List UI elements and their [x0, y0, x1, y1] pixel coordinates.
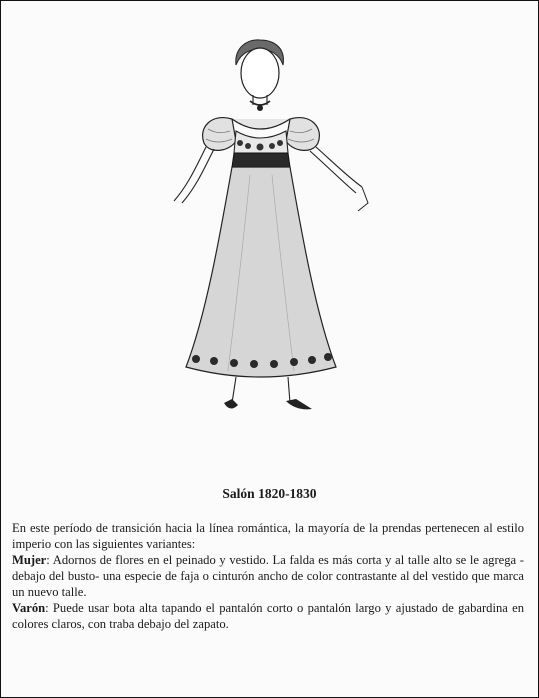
right-shoe: [286, 399, 312, 409]
left-shoe: [224, 399, 238, 409]
right-arm: [310, 147, 362, 193]
mujer-label: Mujer: [12, 553, 47, 567]
legs: [232, 377, 290, 403]
mujer-text: : Adornos de flores en el peinado y vestido. La falda es más corta y al talle alto se le agrega -debajo del busto- una especie de faja o cinturón ancho de color contrastante al del vestido que marca un nuevo talle.: [12, 553, 524, 599]
dress-illustration: [140, 35, 380, 425]
right-sleeve: [286, 118, 319, 151]
varon-label: Varón: [12, 601, 46, 615]
left-arm: [174, 147, 214, 203]
body-text: [12, 520, 524, 632]
figure-caption: Salón 1820-1830: [222, 486, 317, 501]
sash: [232, 153, 290, 167]
skirt: [186, 167, 336, 377]
varon-paragraph: [12, 600, 524, 632]
left-sleeve: [203, 118, 236, 151]
mujer-paragraph: [12, 552, 524, 600]
neckline: [232, 119, 290, 129]
face: [241, 48, 279, 98]
intro-paragraph: En este período de transición hacia la línea romántica, la mayoría de la prendas pertenecen al estilo imperio con las siguientes variantes:: [12, 521, 524, 551]
varon-text: : Puede usar bota alta tapando el pantalón corto o pantalón largo y ajustado de gabardina en colores claros, con traba debajo del zapato.: [12, 601, 524, 631]
